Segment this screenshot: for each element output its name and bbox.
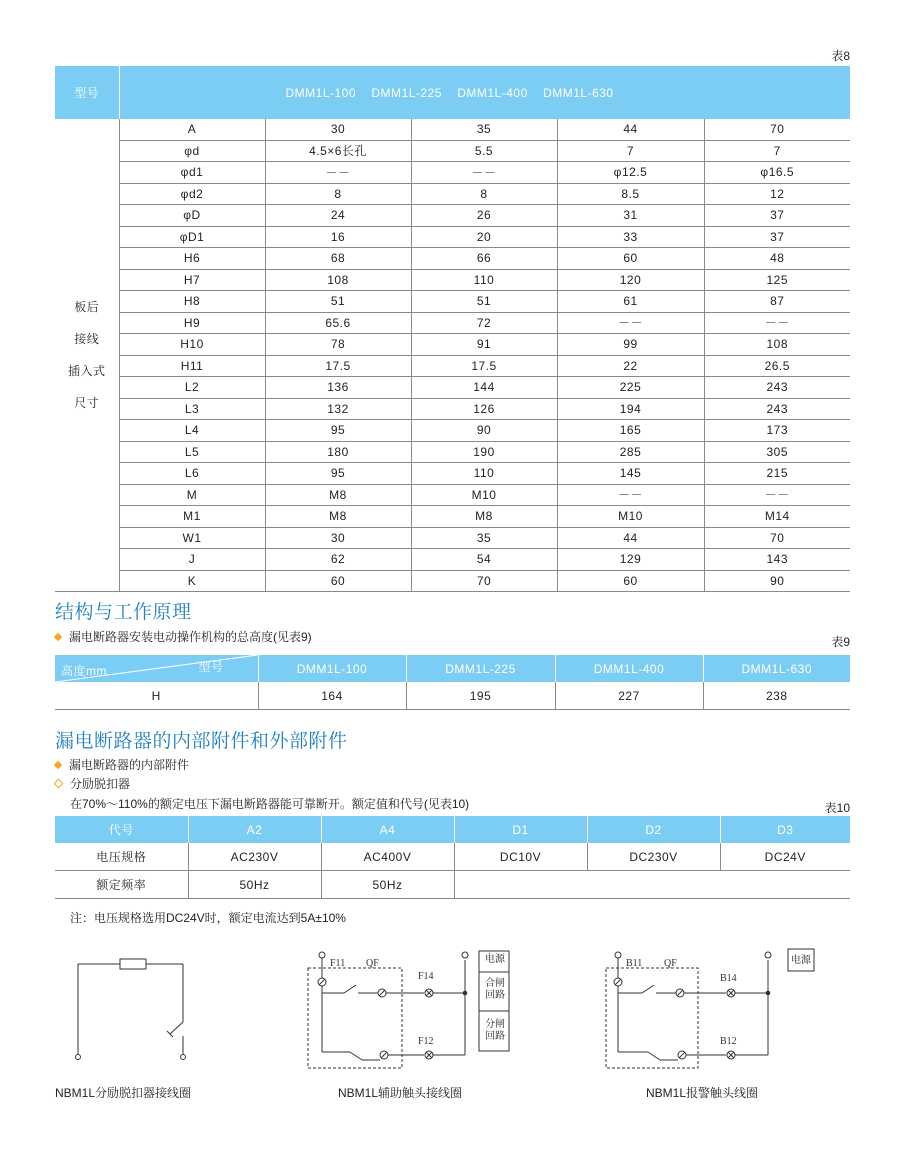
row-label: 电压规格 [55,843,188,871]
alarm-contact-diagram [600,945,820,1075]
table-row [55,398,850,420]
table9-header [55,655,850,682]
table-row [55,140,850,162]
header-cell: A2 [188,816,321,843]
table-cell: －－ [265,162,411,184]
table-cell: 35 [411,527,557,549]
side-label [55,119,119,592]
table-cell: 243 [704,398,850,420]
row-label: φd1 [119,162,265,184]
table-cell: 24 [265,205,411,227]
table-row [55,312,850,334]
table-cell: 5.5 [411,140,557,162]
row-label: W1 [119,527,265,549]
table-cell: 125 [704,269,850,291]
table-row [55,843,850,871]
table-cell: 30 [265,527,411,549]
row-label: 额定频率 [55,871,188,899]
table-row [55,484,850,506]
table-row [55,269,850,291]
table-row [55,119,850,140]
table-row [55,420,850,442]
bullet-diamond-icon [54,633,62,641]
table-row [55,183,850,205]
table-cell: 20 [411,226,557,248]
table-cell: －－ [704,484,850,506]
table-cell: 8.5 [557,183,704,205]
table-cell: AC400V [321,843,454,871]
section-title-structure: 结构与工作原理 [55,602,192,623]
box-closing-circuit: 合闸回路 [485,978,505,1001]
row-label: H9 [119,312,265,334]
table-cell: 99 [557,334,704,356]
table-cell: 48 [704,248,850,270]
table-cell: 144 [411,377,557,399]
table-cell: 60 [557,248,704,270]
note: 注：电压规格选用DC24V时，额定电流达到5A±10% [70,911,346,925]
side-label-line: 板后 [74,300,100,314]
table-cell: 143 [704,549,850,571]
side-label-line: 插入式 [67,364,106,378]
table-cell: 17.5 [411,355,557,377]
table-cell: 35 [411,119,557,140]
table-cell: 238 [703,682,850,710]
table-cell: 243 [704,377,850,399]
box-opening-circuit: 分闸回路 [485,1019,505,1042]
table-row [55,291,850,313]
table-cell: 61 [557,291,704,313]
table-cell: 66 [411,248,557,270]
table-cell: M8 [411,506,557,528]
diagram1-caption: NBM1L分励脱扣器接线圈 [55,1086,192,1100]
row-label: H11 [119,355,265,377]
table-cell: 165 [557,420,704,442]
label-b14: B14 [720,973,737,984]
table-cell: 108 [265,269,411,291]
table9-label: 表9 [831,635,850,649]
row-label: L2 [119,377,265,399]
dimension-table [55,66,850,592]
table-cell: 132 [265,398,411,420]
table-cell: DC230V [587,843,720,871]
box-power: 电源 [485,954,505,965]
table-cell: 70 [704,119,850,140]
table-cell: 110 [411,463,557,485]
shunt-release-diagram [60,950,200,1065]
row-label: A [119,119,265,140]
table-cell: 16 [265,226,411,248]
corner-cell [55,655,258,682]
bullet-diamond-icon [54,761,62,769]
table-cell: 195 [406,682,555,710]
table-cell: 8 [265,183,411,205]
corner-top-label: 型号 [198,660,224,674]
header-cell: A4 [321,816,454,843]
row-label: K [119,570,265,592]
model-col: DMM1L-400 [555,655,703,682]
table-row [55,441,850,463]
table-row [55,205,850,227]
table-cell: 110 [411,269,557,291]
table-cell: φ12.5 [557,162,704,184]
table-cell: 225 [557,377,704,399]
row-label: J [119,549,265,571]
table-row [55,527,850,549]
table-cell: DC24V [720,843,850,871]
shunt-ratings-table [55,816,850,899]
table-cell: 30 [265,119,411,140]
table-row [55,506,850,528]
table-cell: 51 [411,291,557,313]
row-label: φd [119,140,265,162]
table-cell: 22 [557,355,704,377]
table-cell: 194 [557,398,704,420]
table-cell: 91 [411,334,557,356]
bullet-total-height [55,628,312,645]
table-cell: φ16.5 [704,162,850,184]
table-cell: 126 [411,398,557,420]
table-cell: 65.6 [265,312,411,334]
table10-label: 表10 [824,801,850,815]
table-cell: 51 [265,291,411,313]
table-cell: 31 [557,205,704,227]
side-label-line: 尺寸 [74,396,100,410]
table-row [55,871,850,899]
row-label: H7 [119,269,265,291]
table-cell: 70 [411,570,557,592]
row-label: M1 [119,506,265,528]
empty-cell [454,871,850,899]
row-label: H6 [119,248,265,270]
table-row [55,549,850,571]
table-cell: 54 [411,549,557,571]
table-cell: 215 [704,463,850,485]
table-row [55,248,850,270]
table-cell: DC10V [454,843,587,871]
header-cell: 代号 [55,816,188,843]
table-cell: 7 [557,140,704,162]
table-cell: M8 [265,506,411,528]
table-cell: M14 [704,506,850,528]
model-col: DMM1L-100 [258,655,406,682]
table-cell: 190 [411,441,557,463]
table-cell: －－ [557,312,704,334]
table-row [55,355,850,377]
table-cell: 72 [411,312,557,334]
row-label: φd2 [119,183,265,205]
table-cell: 50Hz [188,871,321,899]
table-cell: －－ [704,312,850,334]
table-row [55,570,850,592]
bullet-internal-accessories [55,756,189,773]
label-b12: B12 [720,1036,737,1047]
table-cell: －－ [557,484,704,506]
table-cell: 33 [557,226,704,248]
shunt-description: 在70%～110%的额定电压下漏电断路器能可靠断开。额定值和代号(见表10) [70,797,470,811]
label-qf: QF [366,958,379,969]
table-cell: 78 [265,334,411,356]
model-col: DMM1L-630 [741,661,813,676]
models-line: DMM1L-100 DMM1L-225 DMM1L-400 DMM1L-630 [285,85,614,100]
table-cell: 12 [704,183,850,205]
row-label: L5 [119,441,265,463]
bullet-text: 分励脱扣器 [70,777,131,791]
table-cell: 87 [704,291,850,313]
table-cell: 129 [557,549,704,571]
label-b11: B11 [626,958,643,969]
table-row [55,682,850,710]
header-cell: D3 [777,822,794,837]
table-cell: 26 [411,205,557,227]
row-label: L6 [119,463,265,485]
table-cell: M10 [557,506,704,528]
table-cell: 180 [265,441,411,463]
label-f12: F12 [418,1036,434,1047]
table-cell: 95 [265,420,411,442]
row-label: φD [119,205,265,227]
box-power: 电源 [791,955,811,966]
row-label: φD1 [119,226,265,248]
table-cell: －－ [411,162,557,184]
diagram3-caption: NBM1L报警触头线圈 [646,1086,759,1100]
table10-header [55,816,850,843]
header-cell: D1 [454,816,587,843]
table-cell: 37 [704,226,850,248]
section-title-accessories: 漏电断路器的内部附件和外部附件 [55,731,348,752]
table-cell: 227 [555,682,703,710]
table-row [55,377,850,399]
label-f11: F11 [330,958,346,969]
bullet-shunt-release [55,775,130,792]
table-cell: 4.5×6长孔 [265,140,411,162]
table-cell: 44 [557,119,704,140]
table-cell: 68 [265,248,411,270]
bullet-text: 漏电断路器安装电动操作机构的总高度(见表9) [69,630,312,644]
table8-label: 表8 [831,49,850,63]
table-cell: 60 [557,570,704,592]
table8-header [55,66,850,119]
table-cell: M8 [265,484,411,506]
table-cell: 90 [411,420,557,442]
label-qf: QF [664,958,677,969]
table-cell: 120 [557,269,704,291]
table-cell: 60 [265,570,411,592]
model-header-label: 型号 [55,66,119,119]
table-cell: 90 [704,570,850,592]
header-cell: D2 [587,816,720,843]
table-cell: AC230V [188,843,321,871]
table-row [55,226,850,248]
table-cell: 285 [557,441,704,463]
table-row [55,162,850,184]
table-row [55,463,850,485]
table-cell: 305 [704,441,850,463]
row-label: M [119,484,265,506]
row-label: L3 [119,398,265,420]
table-cell: 50Hz [321,871,454,899]
diagram2-caption: NBM1L辅助触头接线圈 [338,1086,463,1100]
table-cell: 8 [411,183,557,205]
table-cell: 145 [557,463,704,485]
table-cell: 108 [704,334,850,356]
table-cell: 7 [704,140,850,162]
total-height-table [55,655,850,710]
table-cell: 26.5 [704,355,850,377]
table-cell: 44 [557,527,704,549]
row-label: H8 [119,291,265,313]
model-col: DMM1L-225 [406,655,555,682]
table-cell: 173 [704,420,850,442]
row-label: L4 [119,420,265,442]
table-cell: 37 [704,205,850,227]
table-row [55,334,850,356]
corner-bottom-label: 高度mm [61,664,107,678]
table-cell: 136 [265,377,411,399]
table-cell: 62 [265,549,411,571]
row-label: H [55,682,258,710]
table-cell: M10 [411,484,557,506]
bullet-text: 漏电断路器的内部附件 [69,758,190,772]
table-cell: 164 [258,682,406,710]
label-f14: F14 [418,971,434,982]
table-cell: 95 [265,463,411,485]
table-cell: 70 [704,527,850,549]
bullet-diamond-outline-icon [54,779,64,789]
side-label-line: 接线 [74,332,100,346]
row-label: H10 [119,334,265,356]
table-cell: 17.5 [265,355,411,377]
